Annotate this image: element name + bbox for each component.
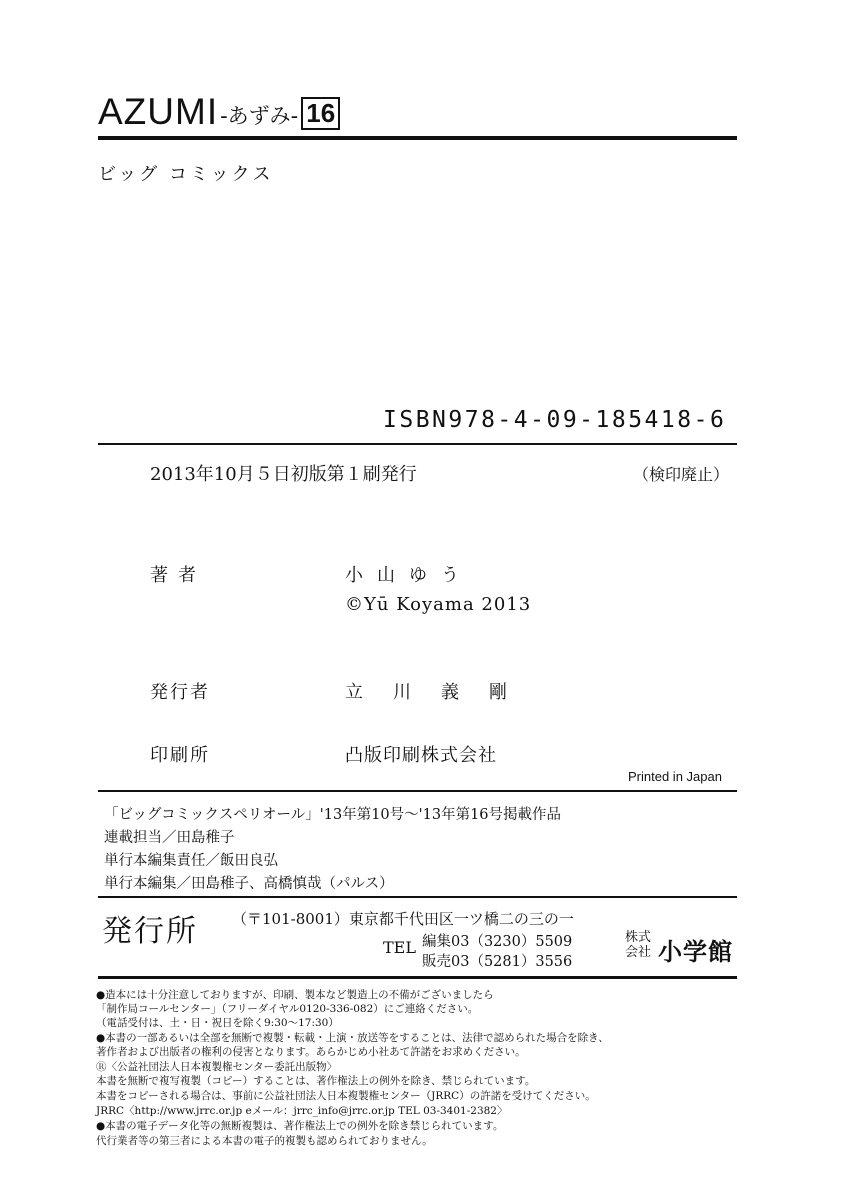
notice-line: ●本書の電子データ化等の無断複製は、著作権法上での例外を除き禁じられています。: [96, 1120, 504, 1132]
printer-name: 凸版印刷株式会社: [345, 745, 497, 766]
stamp-note: （検印廃止）: [633, 465, 730, 484]
isbn-rule: [98, 443, 737, 445]
edition-date: 2013年10月５日初版第１刷発行: [150, 464, 417, 485]
publisher-label: 発行所: [102, 914, 198, 949]
serialization-rule: [98, 896, 737, 898]
notice-line: 「制作局コールセンター」（フリーダイヤル0120-336-082）にご連絡ください。: [96, 1003, 479, 1015]
copyright: ©Yū Koyama 2013: [345, 594, 532, 615]
notice-line: 代行業者等の第三者による本書の電子的複製も認められておりません。: [96, 1135, 433, 1147]
corporation-prefix-line2: 会社: [625, 945, 652, 960]
notice-line: 本書をコピーされる場合は、事前に公益社団法人日本複製権センター（JRRC）の許諾を受けてください。: [96, 1090, 596, 1102]
notice-line: 著作者および出版者の権利の侵害となります。あらかじめ小社あて許諾をお求めください。: [96, 1046, 526, 1058]
title-subtitle: -あずみ-: [220, 104, 299, 128]
notice-line: ●本書の一部あるいは全部を無断で複製・転載・上演・放送等をすることは、法律で認められた場合を除き、: [96, 1032, 609, 1044]
imprint-label: ビッグ コミックス: [98, 164, 274, 185]
notice-line: （電話受付は、土・日・祝日を除く9:30〜17:30）: [96, 1017, 339, 1029]
author-label: 著者: [150, 565, 206, 586]
book-title: [98, 86, 340, 130]
tel-sales: 販売03（5281）3556: [422, 954, 573, 970]
tel-editorial: 編集03（3230）5509: [422, 934, 573, 950]
tel-label: TEL: [383, 938, 416, 957]
printed-in-japan: Printed in Japan: [628, 769, 722, 784]
author-name: 小山ゆう: [345, 565, 473, 586]
printer-label: 印刷所: [150, 745, 210, 766]
title-main: AZUMI: [98, 91, 219, 132]
company-name: 小学館: [658, 938, 733, 966]
publisher-person: 立川義剛: [345, 682, 537, 703]
notice-line: Ⓡ〈公益社団法人日本複製権センター委託出版物〉: [96, 1061, 338, 1073]
publisher-person-label: 発行者: [150, 682, 210, 703]
publisher-address: （〒101-8001）東京都千代田区一ツ橋二の三の一: [232, 910, 574, 928]
serialization-line: 「ビッグコミックスペリオール」'13年第10号〜'13年第16号掲載作品: [104, 807, 562, 823]
title-rule: [98, 136, 737, 140]
serial-editor-line: 連載担当／田島稚子: [104, 830, 235, 846]
notice-line: 本書を無断で複写複製（コピー）することは、著作権法上の例外を除き、禁じられています。: [96, 1075, 536, 1087]
isbn: ISBN978-4-09-185418-6: [383, 407, 727, 433]
notice-line: ●造本には十分注意しておりますが、印刷、製本など製造上の不備がございましたら: [96, 989, 494, 1001]
corporation-prefix-line1: 株式: [625, 930, 652, 945]
volume-number-box: 16: [301, 97, 340, 130]
notice-line: JRRC〈http://www.jrrc.or.jp eメール：jrrc_info@jrrc.or.jp TEL 03-3401-2382〉: [96, 1105, 508, 1117]
publisher-rule: [98, 976, 737, 979]
book-editor-chief-line: 単行本編集責任／飯田良弘: [104, 853, 278, 869]
book-editor-line: 単行本編集／田島稚子、高橋慎哉（パルス）: [104, 876, 394, 892]
credits-rule: [98, 790, 737, 792]
corporation-prefix: [625, 930, 651, 960]
